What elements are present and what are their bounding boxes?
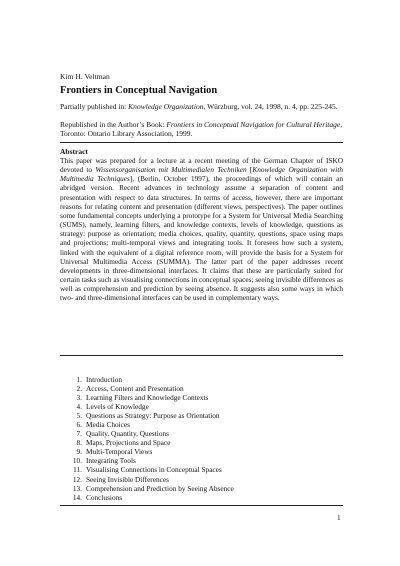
toc-number: 4. — [76, 402, 82, 412]
toc-label: Integrating Tools — [86, 456, 136, 466]
toc-label: Introduction — [86, 375, 123, 384]
toc-item — [66, 493, 234, 502]
toc-item — [66, 447, 234, 456]
author-name: Kim H. Veltman — [60, 72, 110, 81]
toc-number: 3. — [76, 393, 82, 403]
publication-note — [60, 102, 343, 111]
toc-label: Maps, Projections and Space — [86, 438, 171, 448]
abstract-title-de: Wissensorganisation mit Multimedialen Techniken — [95, 165, 247, 175]
abstract-title-en: Knowledge Organization with Multimedia Techniques — [60, 165, 343, 184]
toc-number: 14. — [72, 492, 82, 502]
publication-details: , Würzburg, vol. 24, 1998, n. 4, pp. 225-245. — [203, 102, 338, 111]
bottom-divider — [60, 505, 343, 506]
toc-item — [66, 465, 234, 474]
toc-number: 12. — [72, 474, 82, 484]
toc-number: 2. — [76, 384, 82, 394]
toc-label: Multi-Temporal Views — [86, 447, 153, 457]
toc-item — [66, 393, 234, 402]
toc-item — [66, 402, 234, 411]
toc-item — [66, 429, 234, 438]
toc-label: Quality, Quantity, Questions — [86, 429, 169, 439]
toc-number: 1. — [76, 375, 82, 384]
abstract-text: ], (Berlin, October 1997), the proceedings of which will contain an abridged version. Recent advances in technology assume a separation of content and presentation with respect to data structures. In terms of access, however, there are important reasons for relating content and presentation (different views, perspectives). The paper outlines some fundamental concepts underlying a prototype for a System for Universal Media Searching (SUMS), namely, learning filters, and knowledge contexts, levels of knowledge, questions as strategy: purpose as orientation; media choices, quality, quantity, questions, space using maps and projections; multi-temporal views and integrating tools. It foresees how such a system, linked with the equivalent of a digital reference room, will provide the basis for a System for Universal Multimedia Access (SUMMA). The latter part of the paper addresses recent developments in three-dimensional interfaces. It claims that these are particularly suited for certain tasks such as visualising connections in conceptual spaces; seeing invisible differences as well as comprehension and prediction by seeing absence. It suggests also some ways in which two- and three-dimensional interfaces can be used in complementary ways. — [60, 174, 344, 303]
toc-item — [66, 375, 234, 384]
toc-item — [66, 411, 234, 420]
table-of-contents — [66, 375, 234, 502]
abstract-intro: This paper was prepared for a lecture at a recent meeting of the German Chapter of ISKO devoted to — [60, 156, 343, 175]
publication-journal: Knowledge Organization — [128, 102, 204, 111]
toc-item — [66, 438, 234, 447]
republication-details: , Toronto: Ontario Library Association, 1999. — [60, 120, 343, 139]
top-divider — [60, 142, 343, 143]
republication-prefix: Republished in the Author’s Book: — [60, 120, 167, 129]
abstract-heading: Abstract — [60, 147, 88, 156]
toc-item — [66, 384, 234, 393]
abstract-bracket: [ — [246, 165, 253, 175]
toc-label: Comprehension and Prediction by Seeing Absence — [86, 483, 234, 493]
toc-number: 13. — [72, 483, 82, 493]
toc-item — [66, 484, 234, 493]
toc-label: Learning Filters and Knowledge Contexts — [86, 393, 209, 403]
toc-number: 11. — [73, 465, 82, 475]
toc-number: 9. — [76, 447, 82, 457]
toc-number: 10. — [72, 456, 82, 466]
toc-number: 5. — [76, 411, 82, 421]
publication-prefix: Partially published in: — [60, 102, 129, 111]
toc-item — [66, 420, 234, 429]
toc-label: Media Choices — [86, 420, 130, 430]
republication-note — [60, 120, 343, 138]
republication-book: Frontiers in Conceptual Navigation for Cultural Heritage — [166, 120, 341, 129]
abstract-body — [60, 156, 343, 303]
toc-number: 6. — [76, 420, 82, 430]
toc-item — [66, 456, 234, 465]
toc-label: Questions as Strategy: Purpose as Orientation — [86, 411, 220, 421]
toc-number: 7. — [76, 429, 82, 439]
toc-item — [66, 475, 234, 484]
paper-title: Frontiers in Conceptual Navigation — [60, 85, 218, 96]
page-number: 1 — [337, 513, 341, 522]
toc-label: Seeing Invisible Differences — [86, 474, 169, 484]
toc-label: Levels of Knowledge — [86, 402, 149, 412]
toc-label: Visualising Connections in Conceptual Spaces — [86, 465, 222, 475]
toc-label: Access, Content and Presentation — [86, 384, 184, 394]
toc-number: 8. — [76, 438, 82, 448]
toc-label: Conclusions — [86, 492, 123, 502]
abstract-divider — [60, 355, 343, 356]
